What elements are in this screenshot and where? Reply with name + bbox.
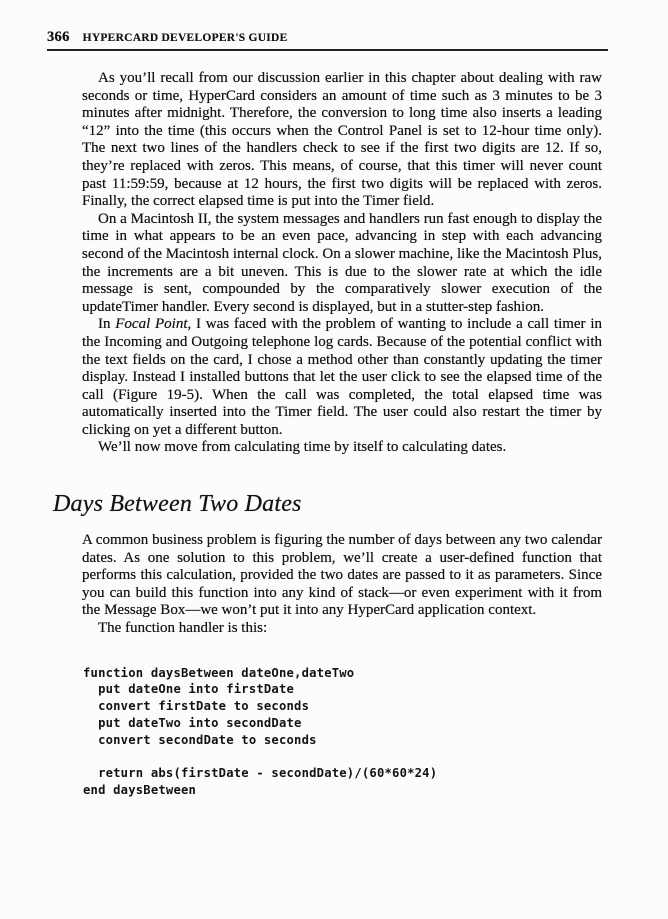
- code-line: [83, 749, 602, 766]
- running-head-title: HYPERCARD DEVELOPER'S GUIDE: [82, 32, 288, 44]
- text-run: The function handler is this:: [98, 620, 268, 637]
- page-number: 366: [47, 29, 70, 45]
- code-line: return abs(firstDate - secondDate)/(60*60*24): [83, 766, 438, 781]
- code-line: put dateOne into firstDate: [83, 682, 295, 697]
- italic-text-run: Focal Point: [115, 316, 188, 333]
- paragraph: [82, 620, 602, 638]
- code-line: convert secondDate to seconds: [83, 732, 317, 747]
- section-heading: Days Between Two Dates: [53, 491, 302, 518]
- paragraph: [82, 532, 602, 620]
- running-head: [47, 30, 608, 51]
- paragraph: [82, 439, 602, 457]
- section-paragraphs: [82, 532, 602, 638]
- paragraph: [82, 316, 602, 439]
- text-column: [53, 70, 602, 799]
- text-run: On a Macintosh II, the system messages and handlers run fast enough to display the time in what appears to be an even pace, advancing in step with each advancing second of the Macintosh internal clock. On a slower machine, like the Macintosh Plus, the increments are a bit uneven. This is due to the slower rate at which the idle message is sent, compounded by the comparatively slower execution of the updateTimer handler. Every second is displayed, but in a stutter-step fashion.: [82, 210, 602, 315]
- code-line: end daysBetween: [83, 783, 197, 798]
- text-run: In: [98, 316, 116, 333]
- paragraph: [82, 70, 602, 211]
- code-line: function daysBetween dateOne,dateTwo: [83, 665, 355, 680]
- text-run: , I was faced with the problem of wanting to include a call timer in the Incoming and Outgoing telephone log cards. Because of the potential conflict with the text fields on the card, I chose a method other than constantly updating the timer display. Instead I installed buttons that let the user click to see the elapsed time of the call (Figure 19-5). When the call was completed, the total elapsed time was automatically inserted into the Timer field. The user could also restart the timer by clicking on yet a different button.: [82, 316, 602, 438]
- intro-paragraphs: [82, 70, 602, 457]
- code-line: convert firstDate to seconds: [83, 699, 310, 714]
- paragraph: [82, 211, 602, 317]
- text-run: As you’ll recall from our discussion earlier in this chapter about dealing with raw seconds or time, HyperCard considers an amount of time such as 3 minutes to be 3 minutes after midnight. Therefore, the conversion to long time also inserts a leading “12” into the time (this occurs when the Control Panel is set to 12-hour time only). The next two lines of the handlers check to see if the first two digits are 12. If so, they’re replaced with zeros. This means, of course, that this timer will never count past 11:59:59, because at 12 hours, the first two digits will be replaced with zeros. Finally, the correct elapsed time is put into the Timer field.: [82, 70, 602, 210]
- text-run: We’ll now move from calculating time by itself to calculating dates.: [98, 439, 507, 456]
- code-line: put dateTwo into secondDate: [83, 716, 302, 731]
- text-run: A common business problem is figuring the number of days between any two calendar dates. As one solution to this problem, we’ll create a user-defined function that performs this calculation, provided the two dates are passed to it as parameters. Since you can build this function into any kind of stack—or even experiment with it from the Message Box—we won’t put it into any HyperCard application context.: [82, 532, 602, 619]
- code-listing: [83, 665, 602, 799]
